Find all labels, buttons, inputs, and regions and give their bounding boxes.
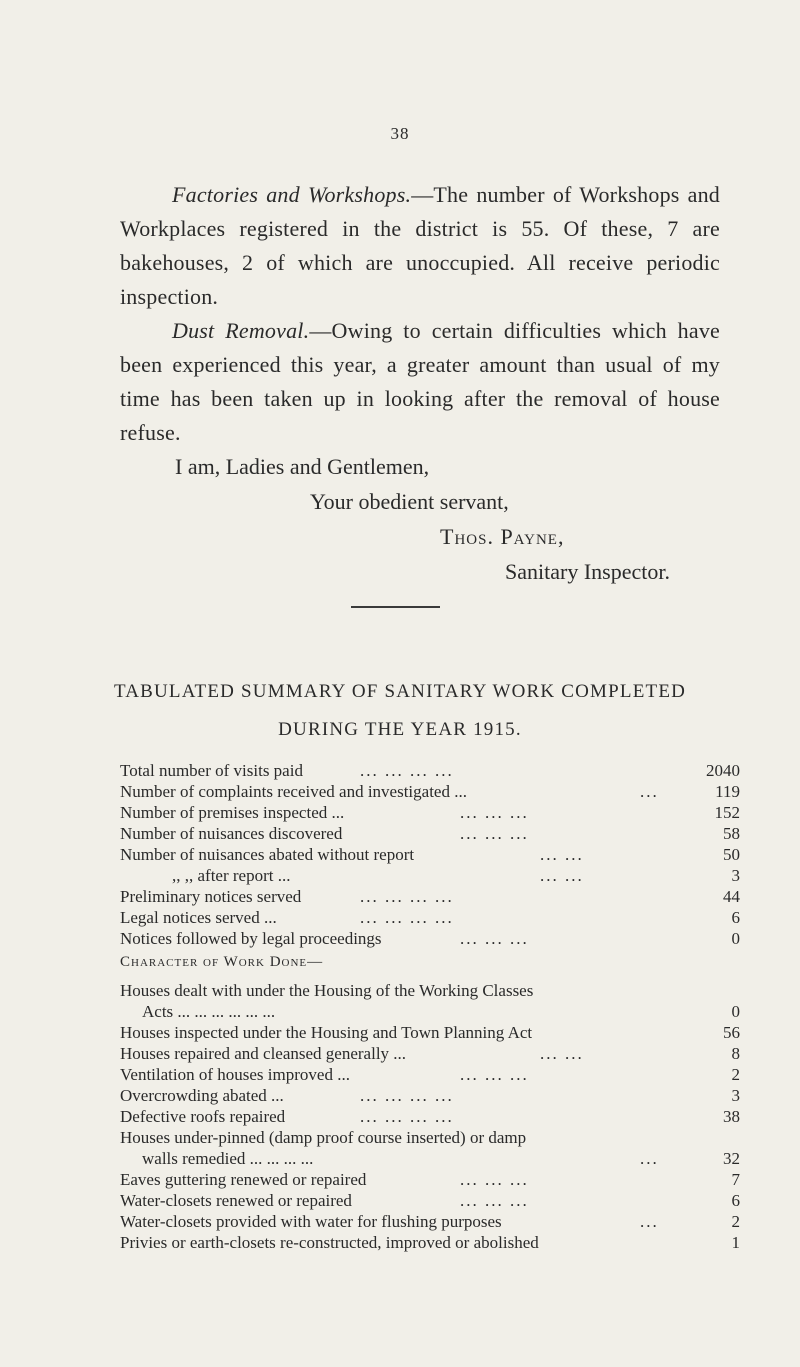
row-label: Water-closets renewed or repaired <box>120 1191 352 1210</box>
row-label: Eaves guttering renewed or repaired <box>120 1170 367 1189</box>
table-row <box>120 928 740 949</box>
table-row <box>120 781 740 802</box>
row-leader: ... <box>640 782 659 801</box>
paragraph-text: —The number of Workshops and Workplaces registered in the district is 55. Of these, 7 are bakehouses, 2 of which are unoccupied. All receive periodic inspection. <box>120 182 721 309</box>
row-label: Houses dealt with under the Housing of the Working Classes <box>120 981 534 1000</box>
row-leader: ... ... <box>540 866 584 885</box>
row-value: 6 <box>731 908 740 927</box>
row-leader: ... ... ... ... <box>360 1086 454 1105</box>
row-label: Houses inspected under the Housing and Town Planning Act <box>120 1023 533 1042</box>
row-leader: ... ... ... <box>460 1065 529 1084</box>
row-value: 50 <box>723 845 740 864</box>
summary-subheading: DURING THE YEAR 1915. <box>278 719 522 740</box>
row-leader: ... ... ... ... <box>360 908 454 927</box>
row-label: Total number of visits paid <box>120 761 303 780</box>
row-label: Notices followed by legal proceedings <box>120 929 382 948</box>
row-label: Water-closets provided with water for flushing purposes <box>120 1212 502 1231</box>
summary-heading: TABULATED SUMMARY OF SANITARY WORK COMPLETED <box>113 681 687 702</box>
row-label: Number of nuisances discovered <box>120 824 343 843</box>
row-leader: ... ... ... <box>460 803 529 822</box>
row-value: 38 <box>723 1107 740 1126</box>
section-title-work-done: Character of Work Done— <box>120 954 324 970</box>
row-label: walls remedied ... ... ... ... <box>142 1149 314 1168</box>
row-label: Houses under-pinned (damp proof course inserted) or damp <box>120 1128 527 1147</box>
row-label: Number of complaints received and investigated ... <box>120 782 467 801</box>
table-row <box>120 907 740 928</box>
row-value: 6 <box>731 1191 740 1210</box>
row-value: 56 <box>723 1023 740 1042</box>
table-row <box>120 865 740 886</box>
table-row <box>120 760 740 781</box>
paragraph-lead: Factories and Workshops. <box>172 182 412 207</box>
table-row <box>120 1043 740 1064</box>
row-leader: ... ... <box>540 845 584 864</box>
table-row <box>120 1127 740 1148</box>
paragraph-text: —Owing to certain difficulties which have been experienced this year, a greater amount than usual of my time has been taken up in looking after the removal of house refuse. <box>120 318 720 445</box>
row-label: Acts ... ... ... ... ... ... <box>142 1002 276 1021</box>
page-number: 38 <box>390 124 410 143</box>
row-leader: ... ... ... <box>460 1191 529 1210</box>
row-label: Ventilation of houses improved ... <box>120 1065 350 1084</box>
table-row <box>120 1085 740 1106</box>
row-leader: ... ... ... ... <box>360 1107 454 1126</box>
table-row <box>120 1211 740 1232</box>
row-label: Overcrowding abated ... <box>120 1086 284 1105</box>
row-leader: ... <box>640 1149 659 1168</box>
paragraph-lead: Dust Removal. <box>172 318 310 343</box>
row-value: 32 <box>723 1149 740 1168</box>
row-value: 3 <box>731 1086 740 1105</box>
row-leader: ... ... <box>540 1044 584 1063</box>
row-value: 2 <box>731 1065 740 1084</box>
table-row <box>120 844 740 865</box>
table-row <box>120 886 740 907</box>
row-label: Privies or earth-closets re-constructed, improved or abolished <box>120 1233 539 1252</box>
paragraph-dust-removal <box>120 314 720 450</box>
table-row <box>120 1064 740 1085</box>
row-value: 44 <box>723 887 740 906</box>
row-leader: ... ... ... ... <box>360 887 454 906</box>
table-row <box>120 1232 740 1253</box>
row-label: Number of premises inspected ... <box>120 803 345 822</box>
table-row <box>120 1148 740 1169</box>
closing-salutation: I am, Ladies and Gentlemen, <box>175 454 430 479</box>
table-row <box>120 1106 740 1127</box>
row-value: 8 <box>731 1044 740 1063</box>
row-leader: ... <box>640 1212 659 1231</box>
row-label: Preliminary notices served <box>120 887 302 906</box>
table-row <box>120 802 740 823</box>
closing-valediction: Your obedient servant, <box>310 489 509 514</box>
row-value: 2 <box>731 1212 740 1231</box>
table-row <box>120 1190 740 1211</box>
row-value: 0 <box>731 929 740 948</box>
row-value: 152 <box>714 803 740 822</box>
table-row <box>120 1001 740 1022</box>
signature-title: Sanitary Inspector. <box>505 559 670 584</box>
row-value: 2040 <box>706 761 740 780</box>
row-label: Houses repaired and cleansed generally ... <box>120 1044 407 1063</box>
row-value: 1 <box>731 1233 740 1252</box>
row-value: 119 <box>715 782 740 801</box>
row-value: 0 <box>731 1002 740 1021</box>
row-label: Number of nuisances abated without report <box>120 845 415 864</box>
row-leader: ... ... ... <box>460 824 529 843</box>
row-leader: ... ... ... <box>460 1170 529 1189</box>
table-row <box>120 1169 740 1190</box>
row-label: ,, ,, after report ... <box>172 866 291 885</box>
signature-name: Thos. Payne, <box>440 524 565 549</box>
row-leader: ... ... ... <box>460 929 529 948</box>
row-value: 58 <box>723 824 740 843</box>
row-value: 3 <box>731 866 740 885</box>
row-leader: ... ... ... ... <box>360 761 454 780</box>
table-row <box>120 823 740 844</box>
row-label: Legal notices served ... <box>120 908 277 927</box>
table-row <box>120 1022 740 1043</box>
row-label: Defective roofs repaired <box>120 1107 286 1126</box>
paragraph-factories-workshops <box>120 178 720 314</box>
section-divider <box>351 606 440 608</box>
table-row <box>120 980 740 1001</box>
row-value: 7 <box>731 1170 740 1189</box>
